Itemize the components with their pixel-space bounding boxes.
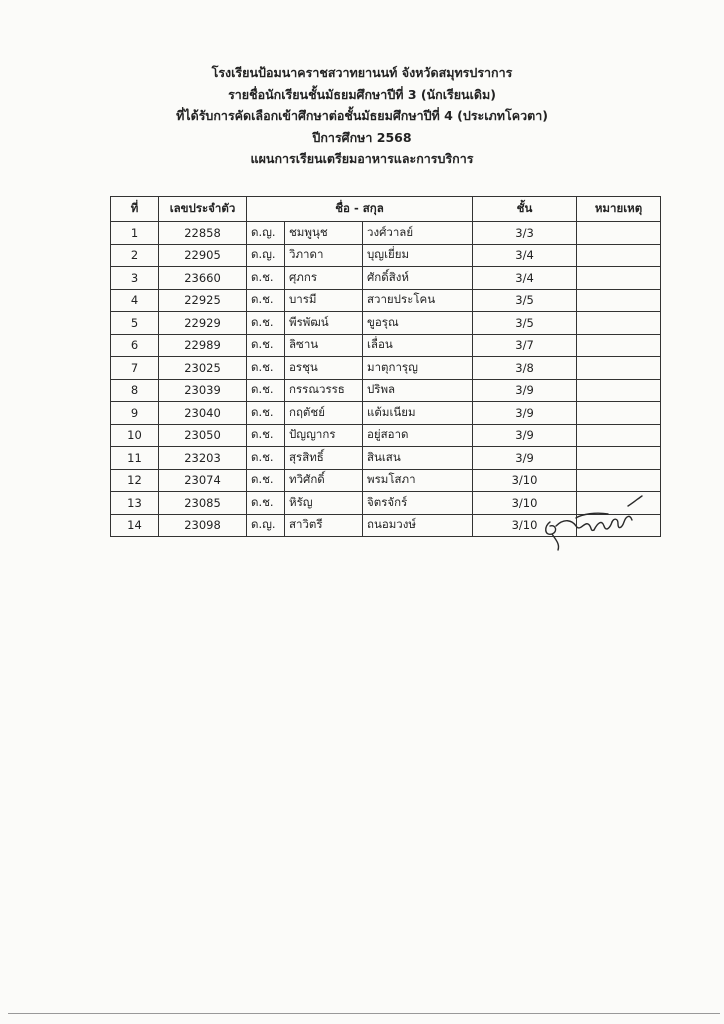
document-header xyxy=(0,62,724,170)
class-room: 3/9 xyxy=(473,402,577,425)
student-id: 22925 xyxy=(159,289,247,312)
table-body xyxy=(111,222,661,537)
name-title: ด.ช. xyxy=(247,267,285,290)
table-row xyxy=(111,222,661,245)
row-number: 3 xyxy=(111,267,159,290)
student-id: 23074 xyxy=(159,469,247,492)
col-header-remark: หมายเหตุ xyxy=(577,197,661,222)
row-number: 13 xyxy=(111,492,159,515)
name-title: ด.ช. xyxy=(247,447,285,470)
row-number: 6 xyxy=(111,334,159,357)
first-name: ลิซาน xyxy=(285,334,363,357)
surname: พรมโสภา xyxy=(363,469,473,492)
student-id: 23040 xyxy=(159,402,247,425)
surname: สวายประโคน xyxy=(363,289,473,312)
table-row xyxy=(111,424,661,447)
col-header-student-id: เลขประจำตัว xyxy=(159,197,247,222)
surname: ถนอมวงษ์ xyxy=(363,514,473,537)
name-title: ด.ญ. xyxy=(247,222,285,245)
table-row xyxy=(111,289,661,312)
surname: วงศ์วาลย์ xyxy=(363,222,473,245)
academic-year: ปีการศึกษา 2568 xyxy=(312,129,412,145)
first-name: ศุภกร xyxy=(285,267,363,290)
surname: จิตรจักร์ xyxy=(363,492,473,515)
list-subtitle: ที่ได้รับการคัดเลือกเข้าศึกษาต่อชั้นมัธยมศึกษาปีที่ 4 (ประเภทโควตา) xyxy=(176,108,548,123)
col-header-class: ชั้น xyxy=(473,197,577,222)
name-title: ด.ช. xyxy=(247,379,285,402)
table-row xyxy=(111,334,661,357)
remark xyxy=(577,289,661,312)
row-number: 1 xyxy=(111,222,159,245)
surname: อยู่สอาด xyxy=(363,424,473,447)
student-id: 22929 xyxy=(159,312,247,335)
name-title: ด.ช. xyxy=(247,312,285,335)
row-number: 4 xyxy=(111,289,159,312)
table-row xyxy=(111,402,661,425)
class-room: 3/8 xyxy=(473,357,577,380)
remark xyxy=(577,447,661,470)
name-title: ด.ช. xyxy=(247,424,285,447)
class-room: 3/9 xyxy=(473,424,577,447)
class-room: 3/5 xyxy=(473,289,577,312)
table-row xyxy=(111,469,661,492)
first-name: ทวิศักดิ์ xyxy=(285,469,363,492)
class-room: 3/9 xyxy=(473,379,577,402)
page-bottom-rule xyxy=(8,1013,720,1014)
first-name: บารมี xyxy=(285,289,363,312)
remark xyxy=(577,334,661,357)
student-id: 22905 xyxy=(159,244,247,267)
table-row xyxy=(111,447,661,470)
remark xyxy=(577,424,661,447)
row-number: 9 xyxy=(111,402,159,425)
surname: แต้มเนียม xyxy=(363,402,473,425)
surname: สินเสน xyxy=(363,447,473,470)
table-header-row xyxy=(111,197,661,222)
first-name: สาวิตรี xyxy=(285,514,363,537)
name-title: ด.ช. xyxy=(247,289,285,312)
surname: มาตุการุญ xyxy=(363,357,473,380)
class-room: 3/4 xyxy=(473,267,577,290)
table-row xyxy=(111,267,661,290)
school-title: โรงเรียนป้อมนาคราชสวาทยานนท์ จังหวัดสมุทรปราการ xyxy=(211,65,513,80)
handwritten-signature-icon xyxy=(536,492,646,552)
student-id: 22989 xyxy=(159,334,247,357)
class-room: 3/10 xyxy=(473,514,577,537)
first-name: ปัญญากร xyxy=(285,424,363,447)
row-number: 12 xyxy=(111,469,159,492)
class-room: 3/5 xyxy=(473,312,577,335)
row-number: 5 xyxy=(111,312,159,335)
table-row xyxy=(111,312,661,335)
name-title: ด.ช. xyxy=(247,402,285,425)
remark xyxy=(577,469,661,492)
row-number: 14 xyxy=(111,514,159,537)
student-id: 23098 xyxy=(159,514,247,537)
first-name: วิภาดา xyxy=(285,244,363,267)
first-name: หิรัญ xyxy=(285,492,363,515)
table-row xyxy=(111,379,661,402)
remark xyxy=(577,402,661,425)
first-name: กรรณวรรธ xyxy=(285,379,363,402)
list-title: รายชื่อนักเรียนชั้นมัธยมศึกษาปีที่ 3 (นักเรียนเดิม) xyxy=(228,86,496,102)
remark xyxy=(577,222,661,245)
surname: ขูอรุณ xyxy=(363,312,473,335)
student-id: 23203 xyxy=(159,447,247,470)
surname: ศักดิ์สิงห์ xyxy=(363,267,473,290)
row-number: 8 xyxy=(111,379,159,402)
remark xyxy=(577,312,661,335)
class-room: 3/9 xyxy=(473,447,577,470)
remark xyxy=(577,379,661,402)
student-id: 23039 xyxy=(159,379,247,402)
student-id: 22858 xyxy=(159,222,247,245)
first-name: กฤตัชย์ xyxy=(285,402,363,425)
name-title: ด.ช. xyxy=(247,492,285,515)
student-id: 23660 xyxy=(159,267,247,290)
col-header-no: ที่ xyxy=(111,197,159,222)
name-title: ด.ช. xyxy=(247,357,285,380)
class-room: 3/3 xyxy=(473,222,577,245)
class-room: 3/7 xyxy=(473,334,577,357)
remark xyxy=(577,357,661,380)
name-title: ด.ญ. xyxy=(247,244,285,267)
student-id: 23025 xyxy=(159,357,247,380)
name-title: ด.ช. xyxy=(247,469,285,492)
row-number: 7 xyxy=(111,357,159,380)
remark xyxy=(577,244,661,267)
row-number: 10 xyxy=(111,424,159,447)
student-id: 23085 xyxy=(159,492,247,515)
first-name: อรชุน xyxy=(285,357,363,380)
class-room: 3/10 xyxy=(473,492,577,515)
table-row xyxy=(111,244,661,267)
class-room: 3/4 xyxy=(473,244,577,267)
student-id: 23050 xyxy=(159,424,247,447)
class-room: 3/10 xyxy=(473,469,577,492)
table-row xyxy=(111,357,661,380)
student-table xyxy=(110,196,661,537)
first-name: ชมพูนุช xyxy=(285,222,363,245)
row-number: 2 xyxy=(111,244,159,267)
name-title: ด.ช. xyxy=(247,334,285,357)
remark xyxy=(577,267,661,290)
first-name: สุรสิทธิ์ xyxy=(285,447,363,470)
surname: เลื่อน xyxy=(363,334,473,357)
surname: บุญเยี่ยม xyxy=(363,244,473,267)
study-plan: แผนการเรียนเตรียมอาหารและการบริการ xyxy=(250,151,474,166)
row-number: 11 xyxy=(111,447,159,470)
col-header-full-name: ชื่อ - สกุล xyxy=(247,197,473,222)
surname: ปริพล xyxy=(363,379,473,402)
first-name: พีรพัฒน์ xyxy=(285,312,363,335)
name-title: ด.ญ. xyxy=(247,514,285,537)
